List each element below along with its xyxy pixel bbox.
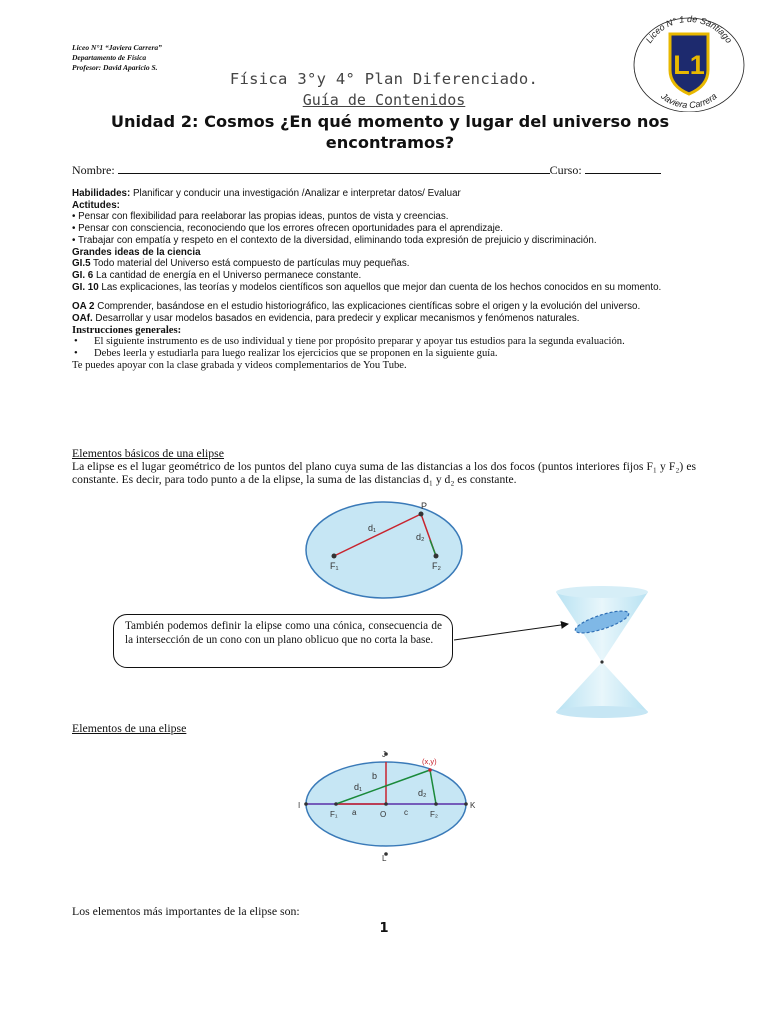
logo-emblem: L1 xyxy=(673,50,705,80)
point-p xyxy=(419,512,424,517)
gi5-label: GI.5 xyxy=(72,258,91,270)
page-number: 1 xyxy=(379,921,389,936)
label-d2: d₂ xyxy=(416,532,425,542)
apoyo-text: Te puedes apoyar con la clase grabada y videos complementarios de You Tube. xyxy=(72,359,407,371)
label-a: a xyxy=(352,808,357,817)
pointer-arrow xyxy=(454,624,568,640)
label-d1: d₁ xyxy=(368,523,377,533)
school-name: Liceo N°1 “Javiera Carrera” xyxy=(72,43,162,52)
gi6-text: La cantidad de energía en el Universo permanece constante. xyxy=(93,269,362,281)
label-d1: d₁ xyxy=(354,782,363,792)
focus-f2 xyxy=(434,554,439,559)
cone-apex xyxy=(600,660,603,663)
label-p: P xyxy=(421,501,428,511)
elements-intro: Los elementos más importantes de la elipse son: xyxy=(72,904,300,918)
gi10-text: Las explicaciones, las teorías y modelos científicos son aquellos que mejor dan cuenta de los hechos conocidos en su momento. xyxy=(98,281,662,293)
center-o xyxy=(384,802,388,806)
cone-bottom-base xyxy=(556,706,648,718)
ellipse-foci-figure xyxy=(300,496,468,604)
conic-callout: También podemos definir la elipse como una cónica, consecuencia de la intersección de un cono con un plano oblicuo que no corta la base. xyxy=(113,614,453,668)
actitud-item: • Pensar con flexibilidad para reelaborar las propias ideas, puntos de vista y creencias. xyxy=(72,211,449,223)
cone-figure xyxy=(452,584,648,718)
teacher: Profesor: David Aparicio S. xyxy=(72,63,158,72)
list-item: • Debes leerla y estudiarla para luego realizar los ejercicios que se proponen en la siguiente guía. xyxy=(72,348,702,360)
habilidades-text: Planificar y conducir una investigación /Analizar e interpretar datos/ Evaluar xyxy=(130,188,461,199)
label-f2: F₂ xyxy=(432,561,441,571)
list-item: • El siguiente instrumento es de uso individual y tiene por propósito preparar y apoyar tus estudios para la segunda evaluación. xyxy=(72,336,702,348)
label-xy: (x,y) xyxy=(422,757,437,766)
label-f1: F₁ xyxy=(330,561,339,571)
objectives-block xyxy=(72,188,702,372)
department: Departamento de Física xyxy=(72,53,147,62)
curso-label: Curso: xyxy=(549,163,582,177)
label-i: I xyxy=(298,801,301,810)
label-j: J xyxy=(382,750,386,759)
label-l: L xyxy=(382,854,387,862)
label-o: O xyxy=(380,810,387,819)
instrucciones-list xyxy=(72,336,702,359)
oaf-text: Desarrollar y usar modelos basados en evidencia, para predecir y explicar mecanismos y fenómenos naturales. xyxy=(92,313,580,325)
curso-field[interactable] xyxy=(585,163,661,174)
nombre-field[interactable] xyxy=(118,163,550,174)
point-i xyxy=(304,802,308,806)
focus-f1 xyxy=(332,554,337,559)
oaf-label: OAf. xyxy=(72,313,93,325)
point-k xyxy=(464,802,468,806)
focus-f1 xyxy=(334,802,338,806)
label-b: b xyxy=(372,771,378,781)
nombre-label: Nombre: xyxy=(72,163,115,177)
actitud-item: • Pensar con consciencia, reconociendo que los errores ofrecen oportunidades para el aprendizaje. xyxy=(72,223,503,235)
point-xy xyxy=(428,768,432,772)
gi6-label: GI. 6 xyxy=(72,269,94,281)
elements-title: Elementos de una elipse xyxy=(72,721,187,735)
oa2-text: Comprender, basándose en el estudio historiográfico, las explicaciones científicas sobre el origen y la evolución del universo. xyxy=(94,301,641,313)
logo-ring-top: Liceo N° 1 de Santiago xyxy=(643,13,735,45)
label-c: c xyxy=(404,808,408,817)
label-d2: d₂ xyxy=(418,788,427,798)
focus-f2 xyxy=(434,802,438,806)
ellipse-elements-figure xyxy=(296,748,478,862)
oa2-label: OA 2 xyxy=(72,301,95,313)
ellipse-definition: La elipse es el lugar geométrico de los puntos del plano cuya suma de las distancias a los dos focos (puntos interiores fijos F₁ y F₂) es constante. Es decir, para todo punto a de la elipse, la suma de las distancias d₁ y d₂ es constante. xyxy=(72,460,696,486)
label-f1: F₁ xyxy=(330,810,338,819)
name-course-line xyxy=(72,163,661,178)
ellipse-shape xyxy=(306,502,462,598)
lower-cone xyxy=(556,662,648,712)
label-f2: F₂ xyxy=(430,810,438,819)
section-title: Elementos básicos de una elipse xyxy=(72,446,225,460)
logo-ring-bottom: Javiera Carrera xyxy=(659,91,719,111)
gi10-label: GI. 10 xyxy=(72,281,99,293)
label-k: K xyxy=(470,801,476,810)
grandes-ideas-label: Grandes ideas de la ciencia xyxy=(72,246,201,258)
instrucciones-label: Instrucciones generales: xyxy=(72,324,182,336)
gi5-text: Todo material del Universo está compuesto de partículas muy pequeñas. xyxy=(90,258,410,270)
habilidades-label: Habilidades: xyxy=(72,188,131,199)
page-title: Física 3°y 4° Plan Diferenciado. xyxy=(229,70,539,88)
actitudes-label: Actitudes: xyxy=(72,199,120,211)
cone-top-base xyxy=(556,586,648,598)
page-subtitle: Guía de Contenidos xyxy=(302,91,466,109)
actitud-item: • Trabajar con empatía y respeto en el contexto de la diversidad, eliminando toda expresión de prejuicio y discriminación. xyxy=(72,234,597,246)
unit-title: Unidad 2: Cosmos ¿En qué momento y lugar del universo nos encontramos? xyxy=(110,112,670,152)
school-info xyxy=(72,43,162,73)
